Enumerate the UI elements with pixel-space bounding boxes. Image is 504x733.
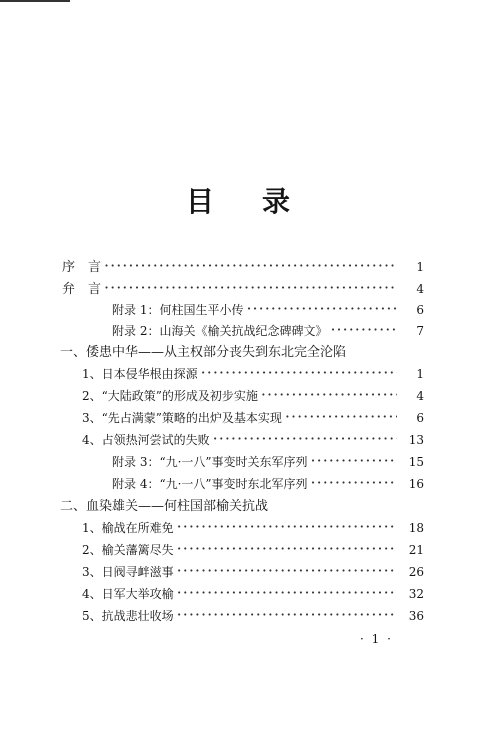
dot-leader (201, 363, 397, 382)
dot-leader (311, 473, 397, 492)
toc-page-number: 1 (416, 367, 424, 381)
toc-entry-appendix-4[interactable] (112, 473, 424, 495)
dot-leader (104, 278, 397, 297)
toc-section-2-4[interactable] (82, 583, 424, 605)
toc-entry-label: 弁 言 (62, 282, 102, 297)
toc-section-2-5[interactable] (82, 605, 424, 627)
toc-entry-label: 4、占领热河尝试的失败 (82, 433, 210, 447)
dot-leader (177, 583, 397, 602)
toc-entry-appendix-1[interactable] (112, 299, 424, 321)
toc-section-2-1[interactable] (82, 517, 424, 539)
toc-entry-label: 附录 1：何柱国生平小传 (112, 303, 244, 317)
toc-page-number: 7 (416, 324, 424, 338)
dot-leader (311, 451, 397, 470)
toc-section-2-2[interactable] (82, 539, 424, 561)
dot-leader (104, 256, 397, 275)
dot-leader (213, 429, 397, 448)
toc-section-1-4[interactable] (82, 429, 424, 451)
toc-entry-label: 3、“先占满蒙”策略的出炉及基本实现 (82, 411, 282, 425)
dot-leader (177, 517, 397, 536)
toc-page-number: 36 (408, 609, 424, 623)
top-edge-rule (0, 0, 70, 2)
toc-section-1-2[interactable] (82, 385, 424, 407)
toc-entry-label: 1、榆战在所难免 (82, 521, 174, 535)
title-char-2: 录 (262, 185, 291, 218)
toc-entry-label: 2、“大陆政策”的形成及初步实施 (82, 389, 258, 403)
dot-leader (330, 320, 397, 339)
dot-leader (246, 299, 397, 318)
toc-chapter-label: 二、血染雄关——何柱国部榆关抗战 (60, 499, 269, 514)
toc-page-number: 26 (408, 565, 424, 579)
dot-leader (261, 385, 397, 404)
toc-section-1-3[interactable] (82, 407, 424, 429)
toc-page-number: 16 (408, 477, 424, 491)
toc-entry-label: 5、抗战悲壮收场 (82, 609, 174, 623)
toc-page-number: 6 (416, 303, 424, 317)
footer-page-number: · 1 · (360, 632, 393, 646)
toc-entry-label: 3、日阀寻衅滋事 (82, 565, 174, 579)
toc-entry-label: 序 言 (62, 260, 102, 275)
toc-entry-label: 2、榆关藩篱尽失 (82, 543, 174, 557)
toc-chapter-2[interactable] (60, 495, 424, 517)
toc-entry-label: 附录 3：“九·一八”事变时关东军序列 (112, 455, 308, 469)
toc-page-number: 13 (408, 433, 424, 447)
toc-entry-appendix-3[interactable] (112, 451, 424, 473)
toc-chapter-label: 一、倭患中华——从主权部分丧失到东北完全沦陷 (60, 345, 347, 360)
toc-page-number: 15 (408, 455, 424, 469)
toc-entry-appendix-2[interactable] (112, 320, 424, 342)
dot-leader (177, 561, 397, 580)
toc-entry-foreword[interactable] (62, 278, 424, 300)
toc-page-number: 1 (416, 260, 424, 274)
toc-section-1-1[interactable] (82, 363, 424, 385)
title-char-1: 目 (186, 185, 215, 218)
dot-leader (285, 407, 397, 426)
toc-entry-preface[interactable] (62, 256, 424, 278)
dot-leader (177, 539, 397, 558)
toc-page-number: 6 (416, 411, 424, 425)
toc-entry-label: 附录 4：“九·一八”事变时东北军序列 (112, 477, 308, 491)
toc-page-number: 21 (408, 543, 424, 557)
toc-chapter-1[interactable] (60, 341, 424, 363)
dot-leader (177, 605, 397, 624)
toc-section-2-3[interactable] (82, 561, 424, 583)
toc-page-number: 4 (416, 282, 424, 296)
toc-entry-label: 附录 2：山海关《榆关抗战纪念碑碑文》 (112, 324, 328, 338)
toc-entry-label: 4、日军大举攻榆 (82, 587, 174, 601)
toc-page-number: 32 (408, 587, 424, 601)
toc-page-number: 4 (416, 389, 424, 403)
toc-entry-label: 1、日本侵华根由探源 (82, 367, 198, 381)
toc-page-number: 18 (408, 521, 424, 535)
page-title (0, 180, 504, 216)
